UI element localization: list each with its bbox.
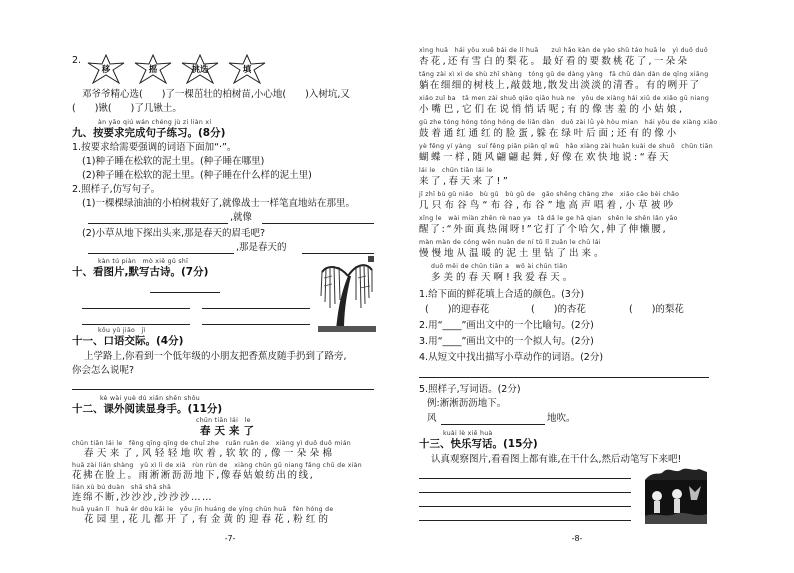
story-r7-pinyin: jǐ zhī bù gǔ niǎo bù gǔ bù gǔ de gāo shēng chàng zhe xiǎo cǎo bèi chǎo <box>419 191 680 198</box>
story-r2: 躺在细细的树枝上,敲鼓地,散发出淡淡的清香。有的咧开了 <box>419 80 701 91</box>
story-title: 春天来了 <box>200 425 258 437</box>
story-r3: 小嘴巴,它们在说悄悄话呢;有的像害羞的小姑娘, <box>419 104 685 115</box>
q5-feng: 风 <box>427 413 437 424</box>
section-12-pinyin: kè wài yuè dú xiǎn shēn shǒu <box>100 395 201 402</box>
section-13-pinyin: kuài lè xiě huà <box>443 430 493 437</box>
story-r5: 蝴蝶一样,随风翩翩起舞,好像在欢快地说:“春天 <box>419 152 672 163</box>
story-p4: 花园里,花儿都开了,有金黄的迎春花,粉红的 <box>84 514 332 525</box>
word-star-3 <box>180 54 220 84</box>
section-9-title: 九、按要求完成句子练习。(8分) <box>72 127 226 139</box>
q1-blank-a[interactable]: ( )的迎春花 <box>425 304 490 315</box>
story-p3: 连绵不断,沙沙沙,沙沙沙…… <box>72 492 214 503</box>
question-number: 2. <box>72 55 82 66</box>
q2-sentence-line2: ( )锹( )了几锹土。 <box>72 103 182 114</box>
writing-line[interactable] <box>419 478 631 479</box>
story-r6-pinyin: lái le chūn tiān lái le <box>419 167 493 174</box>
story-r10: 多美的春天啊!我爱春天。 <box>431 272 576 283</box>
story-title-pinyin: chūn tiān lái le <box>196 417 251 424</box>
story-p1-pinyin: chūn tiān lái le fēng qīng qīng de chuī zhe ruǎn ruǎn de xiàng yì duǒ duǒ mián <box>72 440 352 447</box>
s9-q1: 1.按要求给需要强调的词语下面加“·”。 <box>72 142 237 153</box>
question-5: 5.照样子,写词语。(2分) <box>419 384 521 395</box>
story-r3-pinyin: xiǎo zuǐ ba tā men zài shuō qiāo qiāo huà ne yǒu de xiàng hái xiū de xiǎo gū niang <box>419 95 710 102</box>
story-r4-pinyin: gū zhe tóng hóng tóng hóng de liǎn dàn duǒ zài lǜ yè hòu mian hái yǒu de xiàng xiǎo <box>419 119 718 126</box>
s13-text: 认真观察图片,看看图上都有谁,在干什么,然后动笔写下来吧! <box>431 454 682 465</box>
s9-q1b: (2)种子睡在松软的泥土里。(种子睡在什么样的泥土里) <box>82 170 312 181</box>
story-r4: 鼓着通红通红的脸蛋,躲在绿叶后面;还有的像小 <box>419 128 680 139</box>
question-2: 2.用“____”画出文中的一个比喻句。(2分) <box>419 320 594 331</box>
story-r7: 几只布谷鸟“布谷,布谷”地高声唱着,小草被吵 <box>419 200 677 211</box>
poem-line[interactable] <box>82 324 190 325</box>
poem-line[interactable] <box>150 292 220 293</box>
section-11-title: 十一、口语交际。(4分) <box>72 335 184 347</box>
section-9-pinyin: àn yāo qiú wán chéng jù zi liàn xí <box>98 119 212 126</box>
writing-line[interactable] <box>419 492 631 493</box>
story-p2: 花拂在脸上。雨淅淅沥沥地下,像春姑娘纺出的线, <box>72 470 315 481</box>
s9-q2a: (1)一棵棵绿油油的小柏树栽好了,就像战士一样笔直地站在那里。 <box>82 198 355 209</box>
s9-q2a-tail: ,就像 <box>230 212 253 223</box>
answer-line[interactable] <box>88 223 228 224</box>
question-1: 1.给下面的鲜花填上合适的颜色。(3分) <box>419 289 585 300</box>
section-11-pinyin: kǒu yǔ jiāo jì <box>98 327 146 334</box>
writing-line[interactable] <box>419 520 631 521</box>
story-r2-pinyin: tǎng zài xì xì de shù zhī shàng tóng gǔ de dàng yàng fā chū dàn dàn de qīng xiāng <box>419 71 709 78</box>
story-p4-pinyin: huā yuán lǐ huā ér dōu kāi le yǒu jīn huáng de yíng chūn huā fěn hóng de <box>72 506 334 513</box>
q5-tail: 地吹。 <box>547 413 576 424</box>
star-word: 填 <box>242 65 252 75</box>
page-number: -7- <box>224 534 236 543</box>
star-word: 挑选 <box>191 65 209 75</box>
story-r5-pinyin: yè fēng yí yàng suí fēng piān piān qǐ wǔ hǎo xiàng zài huān kuài de shuō chūn tiān <box>419 143 713 150</box>
spring-scene-picture <box>645 466 707 524</box>
poem-line[interactable] <box>82 308 190 309</box>
s9-q2b: (2)小草从地下探出头来,那是春天的眉毛吧? <box>82 228 266 239</box>
section-12-title: 十二、课外阅读显身手。(11分) <box>72 403 223 415</box>
story-r9-pinyin: màn màn de cóng wēn nuǎn de ní tǔ lǐ zuān le chū lái <box>419 239 601 246</box>
question-4: 4.从短文中找出描写小草动作的词语。(2分) <box>419 352 604 363</box>
right-page <box>397 0 794 573</box>
q2-sentence-line1: 邓爷爷精心选( )了一棵茁壮的柏树苗,小心地( )入树坑,又 <box>82 89 350 100</box>
story-r10-pinyin: duō měi de chūn tiān a wǒ ài chūn tiān <box>431 263 568 270</box>
story-p3-pinyin: lián xù bú duàn shā shā shā <box>72 484 172 491</box>
willow-tree-picture <box>318 256 376 332</box>
story-r8-pinyin: xǐng le wài miàn zhēn rè nao ya tā dǎ le ge hā qian shēn le shēn lǎn yāo <box>419 215 678 222</box>
star-word: 摇 <box>148 65 158 75</box>
answer-line[interactable] <box>262 223 374 224</box>
word-star-4 <box>227 54 267 84</box>
writing-line[interactable] <box>419 506 631 507</box>
page-number: -8- <box>571 534 583 543</box>
s9-q1a: (1)种子睡在松软的泥土里。(种子睡在哪里) <box>82 156 265 167</box>
q1-blank-b[interactable]: ( )的杏花 <box>531 304 586 315</box>
s9-q2: 2.照样子,仿写句子。 <box>72 184 161 195</box>
story-p1: 春天来了,风轻轻地吹着,软软的,像一朵朵棉 <box>84 448 336 459</box>
answer-line[interactable] <box>419 377 709 378</box>
section-10-pinyin: kàn tú piàn mò xiě gǔ shī <box>98 258 189 265</box>
s11-text-line2: 你会怎么说呢? <box>72 365 135 376</box>
story-p2-pinyin: huā zài lián shàng yǔ xì lì de xià rùn rùn de xiàng chūn gū niang fǎng chū de xiàn <box>72 462 362 469</box>
q5-example: 例:淅淅沥沥地下。 <box>427 398 507 409</box>
answer-line[interactable] <box>88 253 234 254</box>
s11-text-line1: 上学路上,你看到一个低年级的小朋友把香蕉皮随手扔到了路旁, <box>84 351 347 362</box>
answer-line[interactable] <box>441 424 545 425</box>
star-word: 移 <box>101 65 111 75</box>
answer-line[interactable] <box>72 389 374 390</box>
s9-q2b-tail: ,那是春天的 <box>236 242 287 253</box>
story-r6: 来了,春天来了!” <box>419 176 511 187</box>
poem-line[interactable] <box>202 324 310 325</box>
section-13-title: 十三、快乐写话。(15分) <box>419 438 538 450</box>
story-r8: 醒了:“外面真热闹呀!”它打了个哈欠,伸了伸懒腰, <box>419 224 668 235</box>
q1-blank-c[interactable]: ( )的梨花 <box>629 304 684 315</box>
section-10-title: 十、看图片,默写古诗。(7分) <box>72 266 209 278</box>
story-r1-pinyin: xìng huā hái yǒu xuě bái de lí huā zuì hǎo kàn de yào shǔ táo huā le yì duǒ duǒ <box>419 47 708 54</box>
word-star-2 <box>133 54 173 84</box>
story-r9: 慢慢地从温暖的泥土里钻了出来。 <box>419 248 607 259</box>
poem-line[interactable] <box>202 308 310 309</box>
story-r1: 杏花,还有雪白的梨花。最好看的要数桃花了,一朵朵 <box>419 56 690 67</box>
answer-line[interactable] <box>302 253 374 254</box>
question-3: 3.用“____”画出文中的一个拟人句。(2分) <box>419 336 594 347</box>
word-star-1 <box>86 54 126 84</box>
